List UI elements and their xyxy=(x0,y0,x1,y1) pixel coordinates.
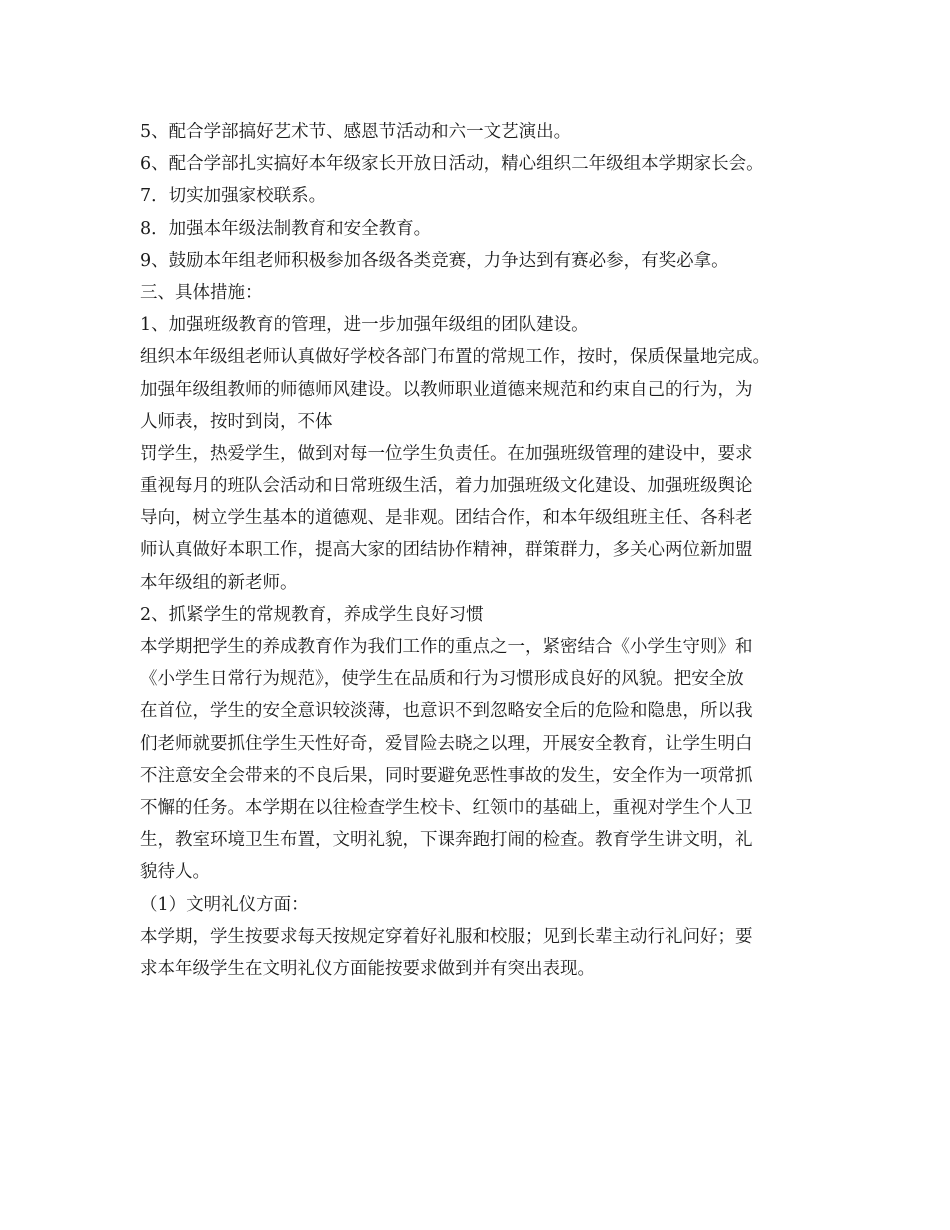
text-line: 《小学生日常行为规范》，使学生在品质和行为习惯形成良好的风貌。把安全放 xyxy=(140,669,744,690)
text-line: 6、配合学部扎实搞好本年级家长开放日活动，精心组织二年级组本学期家长会。 xyxy=(140,154,764,175)
text-line: 本年级组的新老师。 xyxy=(140,572,298,593)
text-line: 罚学生，热爱学生，做到对每一位学生负责任。在加强班级管理的建设中，要求 xyxy=(140,443,753,464)
text-line: 组织本年级组老师认真做好学校各部门布置的常规工作，按时，保质保量地完成。 xyxy=(140,347,770,368)
subsection-heading: （1）文明礼仪方面： xyxy=(140,894,309,915)
text-line: 本学期把学生的养成教育作为我们工作的重点之一，紧密结合《小学生守则》和 xyxy=(140,637,753,657)
text-line: 导向，树立学生基本的道德观、是非观。团结合作，和本年级组班主任、各科老 xyxy=(140,508,753,529)
text-line: 重视每月的班队会活动和日常班级生活，着力加强班级文化建设、加强班级舆论 xyxy=(140,476,753,497)
text-line: 生，教室环境卫生布置，文明礼貌，下课奔跑打闹的检查。教育学生讲文明，礼 xyxy=(140,830,753,851)
text-line: 们老师就要抓住学生天性好奇，爱冒险去晓之以理，开展安全教育，让学生明白 xyxy=(140,733,753,754)
text-line: 2、抓紧学生的常规教育，养成学生良好习惯 xyxy=(140,604,484,625)
text-line: 师认真做好本职工作，提高大家的团结协作精神，群策群力，多关心两位新加盟 xyxy=(140,540,753,561)
section-heading: 三、具体措施： xyxy=(140,282,263,303)
text-line: 9、鼓励本年组老师积极参加各级各类竞赛，力争达到有赛必参，有奖必拿。 xyxy=(140,250,729,271)
text-line: 5、配合学部搞好艺术节、感恩节活动和六一文艺演出。 xyxy=(140,122,572,142)
text-line: 不懈的任务。本学期在以往检查学生校卡、红领巾的基础上，重视对学生个人卫 xyxy=(140,797,753,818)
text-line: 求本年级学生在文明礼仪方面能按要求做到并有突出表现。 xyxy=(140,958,595,979)
text-line: 不注意安全会带来的不良后果，同时要避免恶性事故的发生，安全作为一项常抓 xyxy=(140,765,753,786)
text-line: 1、加强班级教育的管理，进一步加强年级组的团队建设。 xyxy=(140,315,589,336)
document-body xyxy=(140,116,810,985)
text-line: 在首位，学生的安全意识较淡薄，也意识不到忽略安全后的危险和隐患，所以我 xyxy=(140,701,753,722)
text-line: 本学期，学生按要求每天按规定穿着好礼服和校服；见到长辈主动行礼问好；要 xyxy=(140,926,753,947)
text-line: 7．切实加强家校联系。 xyxy=(140,186,327,207)
text-line: 貌待人。 xyxy=(140,862,210,883)
text-line: 人师表，按时到岗，不体 xyxy=(140,411,333,432)
text-line: 8．加强本年级法制教育和安全教育。 xyxy=(140,218,432,239)
text-line: 加强年级组教师的师德师风建设。以教师职业道德来规范和约束自己的行为，为 xyxy=(140,379,753,400)
